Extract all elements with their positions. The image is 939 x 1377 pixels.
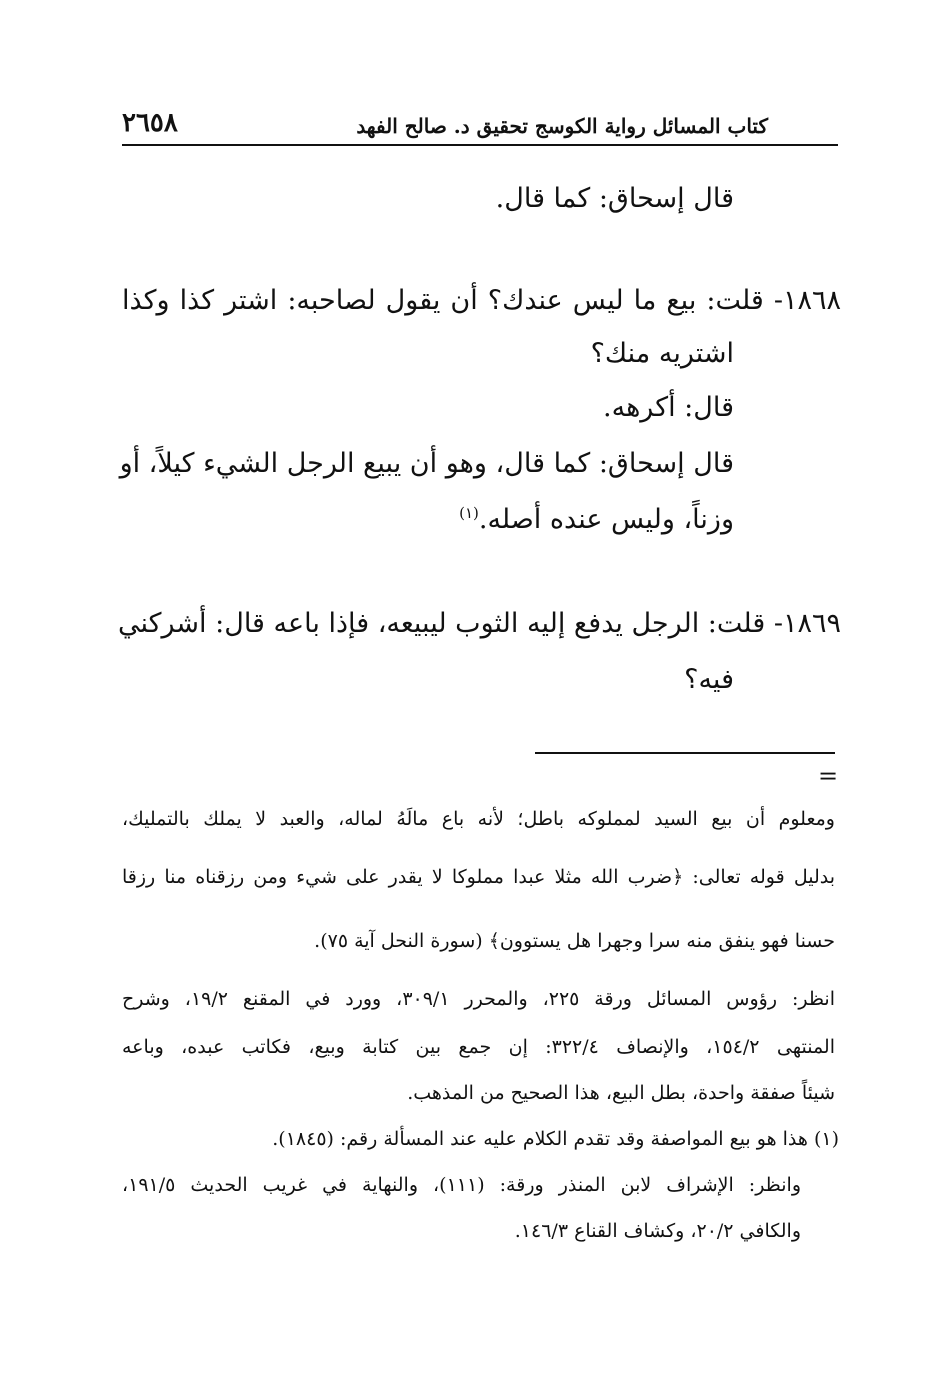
page-number: ٢٦٥٨ xyxy=(122,108,178,138)
footnote-1-line2: وانظر: الإشراف لابن المنذر ورقة: (١١١)، والنهاية في غريب الحديث ١٩١/٥، xyxy=(122,1174,802,1196)
issue-1868-line3: قال: أكرهه. xyxy=(603,392,734,423)
page-header xyxy=(122,98,838,146)
footnote-separator xyxy=(535,752,835,754)
issue-1868-line2: اشتريه منك؟ xyxy=(590,338,734,369)
issue-1869-first-line xyxy=(118,608,841,639)
footnote-cont-line1: ومعلوم أن بيع السيد لمملوكه باطل؛ لأنه باع مالَهُ لماله، والعبد لا يملك بالتمليك، xyxy=(122,808,835,830)
footnote-see-line2: المنتهى ١٥٤/٢، والإنصاف ٣٢٢/٤: إن جمع بين كتابة وبيع، فكاتب عبده، وباعه xyxy=(122,1036,835,1058)
issue-1868-line5-wrap xyxy=(459,504,734,535)
footnote-ref-1: (١) xyxy=(459,504,479,522)
issue-1869-number: ١٨٦٩- xyxy=(773,608,841,639)
issue-1868-first-line xyxy=(122,285,841,316)
issue-1868-line1: قلت: بيع ما ليس عندك؟ أن يقول لصاحبه: اشتر كذا وكذا xyxy=(122,285,764,316)
footnote-see-line1: انظر: رؤوس المسائل ورقة ٢٢٥، والمحرر ٣٠٩/١، وورد في المقنع ١٩/٢، وشرح xyxy=(122,988,835,1010)
footnote-cont-line2: بدليل قوله تعالى: ﴿ضرب الله مثلا عبدا مملوكا لا يقدر على شيء ومن رزقناه منا رزقا xyxy=(122,866,835,888)
footnote-cont-line3: حسنا فهو ينفق منه سرا وجهرا هل يستوون﴾ (سورة النحل آية ٧٥). xyxy=(314,930,835,952)
issue-1868-line4: قال إسحاق: كما قال، وهو أن يبيع الرجل الشيء كيلاً، أو xyxy=(119,448,734,479)
issue-1869-line1: قلت: الرجل يدفع إليه الثوب ليبيعه، فإذا باعه قال: أشركني xyxy=(118,608,766,639)
continuation-mark: = xyxy=(818,762,839,790)
running-title: كتاب المسائل رواية الكوسج تحقيق د. صالح الفهد xyxy=(356,114,768,138)
issue-1869-line2: فيه؟ xyxy=(684,664,734,695)
footnote-1-line3: والكافي ٢٠/٢، وكشاف القناع ١٤٦/٣. xyxy=(514,1220,801,1242)
footnote-see-line3: شيئاً صفقة واحدة، بطل البيع، هذا الصحيح من المذهب. xyxy=(407,1082,835,1104)
issue-1868-line5: وزناً، وليس عنده أصله. xyxy=(478,504,734,535)
issue-1868-number: ١٨٦٨- xyxy=(773,285,841,316)
footnote-1-line1: (١) هذا هو بيع المواصفة وقد تقدم الكلام عليه عند المسألة رقم: (١٨٤٥). xyxy=(272,1128,839,1150)
opening-line: قال إسحاق: كما قال. xyxy=(495,183,734,214)
